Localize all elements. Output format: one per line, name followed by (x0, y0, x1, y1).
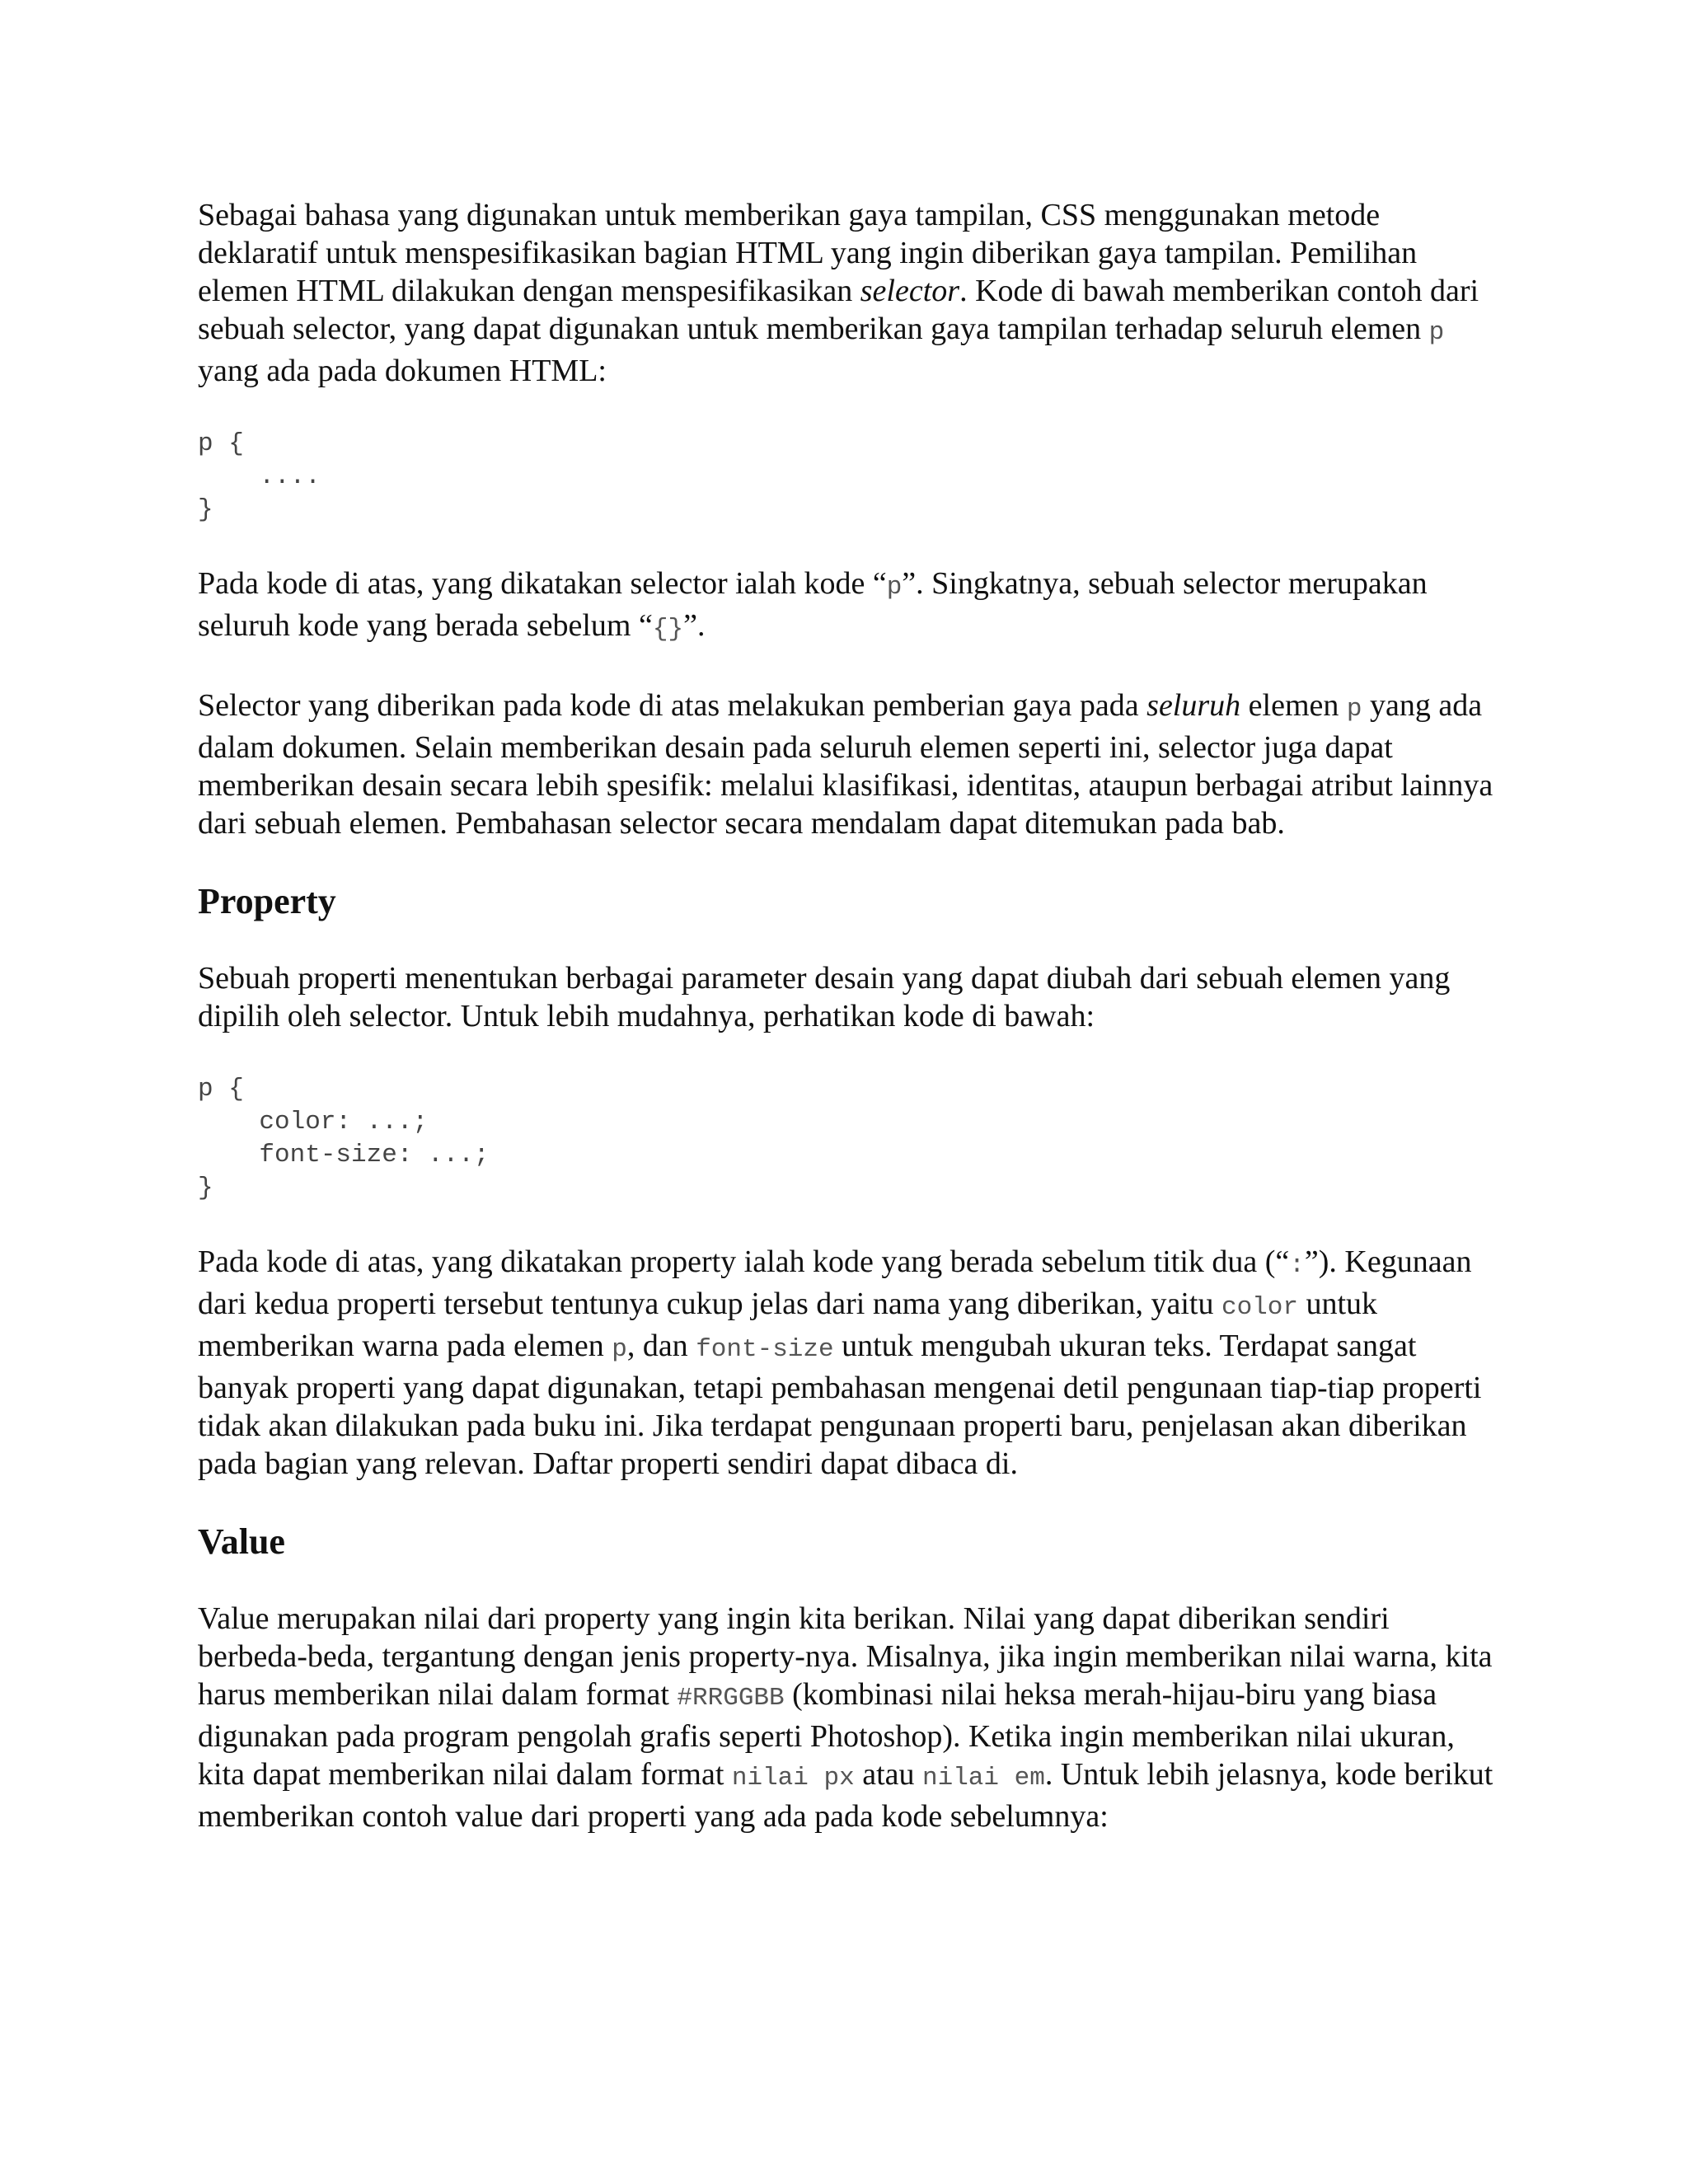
intro-paragraph (198, 196, 1500, 390)
code-block-property: p { color: ...; font-size: ...; } (198, 1075, 490, 1202)
selector-detail-code-p: p (1346, 695, 1362, 724)
selector-detail-paragraph (198, 687, 1500, 842)
code-block-selector: p { .... } (198, 429, 321, 524)
selector-explain-code-p: p (886, 573, 903, 602)
value-explain-text-1: Value merupakan nilai dari property yang ingin kita berikan. Nilai yang dapat diberikan sendiri berbeda-beda, tergantung dengan jenis property-nya. Misalnya, jika ingin memberikan nilai warna, kita harus memberikan nilai dalam format (198, 1601, 1493, 1712)
property-intro-paragraph: Sebuah properti menentukan berbagai parameter desain yang dapat diubah dari sebuah elemen yang dipilih oleh selector. Untuk lebih mudahnya, perhatikan kode di bawah: (198, 961, 1451, 1033)
property-explain-code-font-size: font-size (696, 1335, 834, 1364)
property-explain-code-color: color (1221, 1293, 1298, 1322)
intro-inline-code-p: p (1428, 318, 1445, 347)
intro-text-1: Sebagai bahasa yang digunakan untuk memberikan gaya tampilan, CSS menggunakan metode deklaratif untuk menspesifikasikan bagian HTML yang ingin diberikan gaya tampilan. Pemilihan elemen HTML dilakukan dengan menspesifikasikan (198, 198, 1418, 308)
intro-emphasis-selector: selector (860, 274, 960, 308)
selector-explain-text-2: ”. Singkatnya, sebuah selector merupakan seluruh kode yang berada sebelum “ (198, 566, 1428, 643)
document-page (198, 196, 1500, 1873)
property-explain-text-4: , dan (626, 1329, 696, 1363)
property-explain-text-3: untuk memberikan warna pada elemen (198, 1286, 1378, 1363)
selector-detail-emphasis: seluruh (1146, 688, 1241, 723)
value-explain-text-3: atau (854, 1757, 922, 1792)
value-explain-text-2: (kombinasi nilai heksa merah-hijau-biru yang biasa digunakan pada program pengolah grafis seperti Photoshop). Ketika ingin memberikan nilai ukuran, kita dapat memberikan nilai dalam format (198, 1677, 1455, 1792)
selector-explain-text-1: Pada kode di atas, yang dikatakan selector ialah kode “ (198, 566, 887, 601)
value-explain-code-px: nilai px (731, 1764, 855, 1793)
intro-text-2: . Kode di bawah memberikan contoh dari sebuah selector, yang dapat digunakan untuk memberikan gaya tampilan terhadap seluruh elemen (198, 274, 1479, 346)
value-explain-paragraph (198, 1600, 1500, 1835)
heading-property: Property (198, 881, 336, 921)
property-explain-text-1: Pada kode di atas, yang dikatakan property ialah kode yang berada sebelum titik dua (“ (198, 1244, 1290, 1279)
property-explain-text-5: untuk mengubah ukuran teks. Terdapat sangat banyak properti yang dapat digunakan, tetapi pembahasan mengenai detil pengunaan tiap-tiap properti tidak akan dilakukan pada buku ini. Jika terdapat pengunaan properti baru, penjelasan akan diberikan pada bagian yang relevan. Daftar properti sendiri dapat dibaca di. (198, 1329, 1482, 1481)
selector-detail-text-1: Selector yang diberikan pada kode di atas melakukan pemberian gaya pada (198, 688, 1147, 723)
property-explain-code-colon: : (1289, 1251, 1305, 1280)
selector-explain-code-braces: {} (652, 615, 684, 644)
selector-detail-text-3: yang ada dalam dokumen. Selain memberikan desain pada seluruh elemen seperti ini, selector juga dapat memberikan desain secara lebih spesifik: melalui klasifikasi, identitas, ataupun berbagai atribut lainnya dari sebuah elemen. Pembahasan selector secara mendalam dapat ditemukan pada bab. (198, 688, 1493, 841)
selector-detail-text-2: elemen (1240, 688, 1347, 723)
heading-value: Value (198, 1521, 285, 1562)
property-explain-paragraph (198, 1243, 1500, 1483)
value-explain-text-4: . Untuk lebih jelasnya, kode berikut memberikan contoh value dari properti yang ada pada kode sebelumnya: (198, 1757, 1493, 1834)
property-explain-text-2: ”). Kegunaan dari kedua properti tersebut tentunya cukup jelas dari nama yang diberikan, yaitu (198, 1244, 1472, 1321)
selector-explain-text-3: ”. (683, 608, 706, 643)
value-explain-code-em: nilai em (922, 1764, 1045, 1793)
selector-explain-paragraph (198, 565, 1500, 649)
property-explain-code-p: p (612, 1335, 627, 1364)
value-explain-code-rrggbb: #RRGGBB (677, 1684, 785, 1713)
intro-text-3: yang ada pada dokumen HTML: (198, 354, 607, 388)
